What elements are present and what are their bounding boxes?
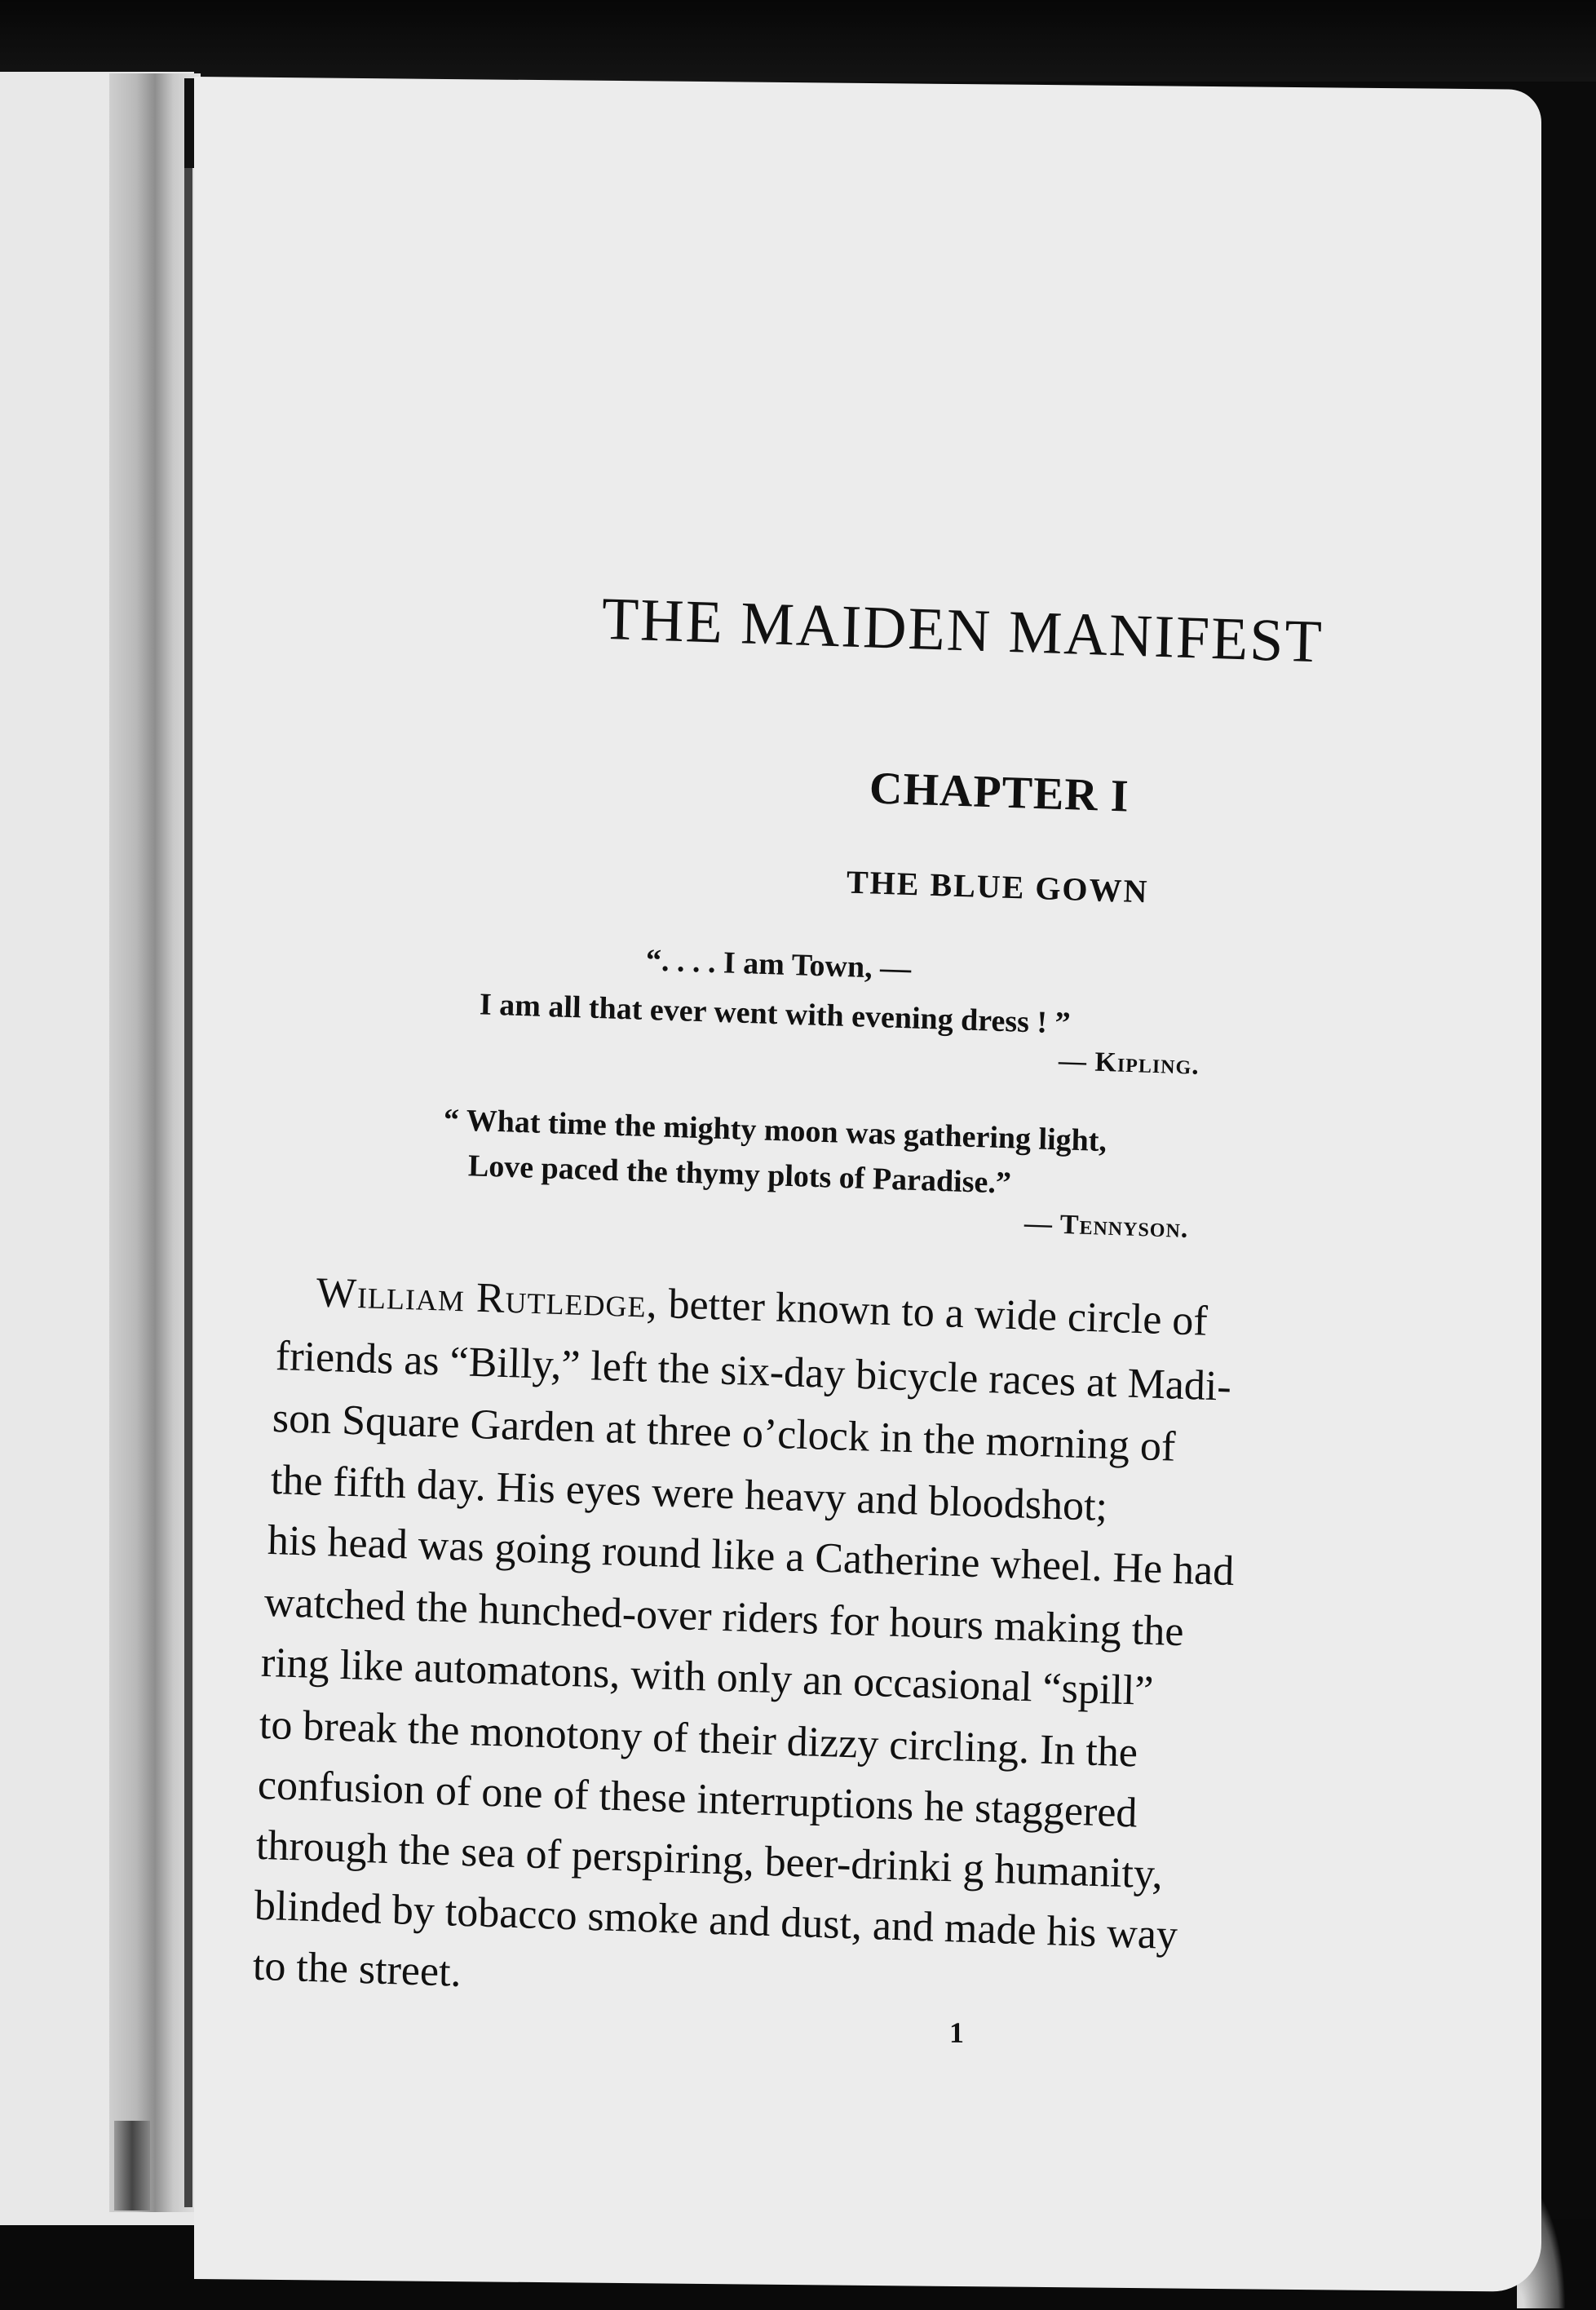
body-line-text: better known to a wide circle of bbox=[657, 1280, 1209, 1345]
body-line: watched the hunched-over riders for hours making the bbox=[263, 1578, 1185, 1656]
epigraph-line: “ What time the mighty moon was gathering light, bbox=[443, 1102, 1107, 1159]
scan-backdrop-top bbox=[0, 0, 1596, 82]
epigraph-line: Love paced the thymy plots of Paradise.” bbox=[467, 1148, 1012, 1201]
body-line: to break the monotony of their dizzy circling. In the bbox=[259, 1701, 1138, 1777]
body-line: son Square Garden at three o’clock in the morning of bbox=[272, 1394, 1176, 1471]
book-title: THE MAIDEN MANIFEST bbox=[601, 585, 1324, 676]
gutter-shadow-top bbox=[184, 78, 194, 168]
book-page bbox=[194, 77, 1541, 2292]
body-line: his head was going round like a Catherine wheel. He had bbox=[267, 1516, 1235, 1595]
epigraph-line: I am all that ever went with evening dress ! ” bbox=[479, 987, 1072, 1041]
chapter-label: CHAPTER I bbox=[869, 763, 1130, 822]
gutter-shadow bbox=[184, 78, 192, 2207]
opening-name: William Rutledge, bbox=[316, 1269, 659, 1327]
epigraph-line: “. . . . I am Town, — bbox=[645, 943, 912, 986]
epigraph-attribution: — Tennyson. bbox=[1023, 1208, 1189, 1244]
body-line: confusion of one of these interruptions he staggered bbox=[257, 1761, 1138, 1837]
body-line: the fifth day. His eyes were heavy and bloodshot; bbox=[270, 1456, 1108, 1531]
body-line: friends as “Billy,” left the six-day bicycle races at Madi- bbox=[275, 1332, 1232, 1410]
chapter-title: THE BLUE GOWN bbox=[846, 863, 1149, 910]
epigraph-attribution: — Kipling. bbox=[1058, 1046, 1200, 1081]
body-line: ring like automatons, with only an occasional “spill” bbox=[260, 1639, 1155, 1715]
body-line bbox=[316, 1268, 1208, 1345]
body-line: to the street. bbox=[252, 1942, 462, 1996]
body-line: through the sea of perspiring, beer-drinki g humanity, bbox=[255, 1821, 1164, 1898]
body-line: blinded by tobacco smoke and dust, and made his way bbox=[254, 1882, 1178, 1959]
gutter-shadow-bottom bbox=[114, 2121, 150, 2210]
page-number: 1 bbox=[949, 2016, 964, 2050]
